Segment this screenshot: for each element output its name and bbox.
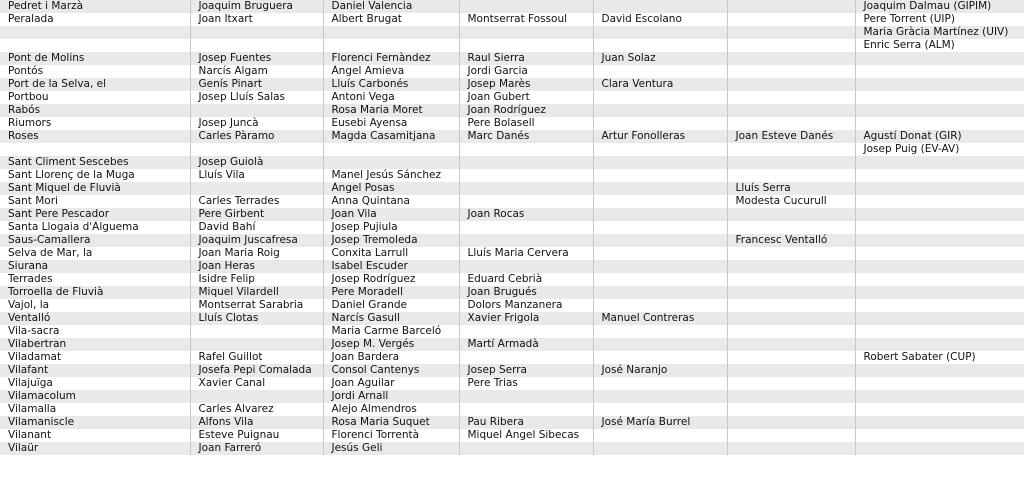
candidate-col-5: Modesta Cucurull [727,195,855,208]
candidate-col-6 [855,364,1024,377]
candidate-col-1: Montserrat Sarabria [190,299,323,312]
candidate-col-6 [855,299,1024,312]
candidate-col-2 [323,143,459,156]
candidate-col-4 [593,403,727,416]
candidate-col-2: Joan Bardera [323,351,459,364]
candidate-col-2: Narcís Gasull [323,312,459,325]
candidate-col-2: Daniel Grande [323,299,459,312]
municipality-cell: Pedret i Marzà [0,0,190,13]
candidate-col-2: Pere Moradell [323,286,459,299]
candidate-col-6 [855,234,1024,247]
municipality-cell: Portbou [0,91,190,104]
candidate-col-1: Xavier Canal [190,377,323,390]
candidate-col-4: Clara Ventura [593,78,727,91]
candidate-col-6 [855,104,1024,117]
candidate-col-5: Francesc Ventalló [727,234,855,247]
candidate-col-6 [855,390,1024,403]
candidate-col-2: Alejo Almendros [323,403,459,416]
candidate-col-1: Isidre Felip [190,273,323,286]
candidate-col-1: David Bahí [190,221,323,234]
candidate-col-5 [727,104,855,117]
table-row [0,260,1024,273]
municipality-cell: Vajol, la [0,299,190,312]
candidate-col-5 [727,39,855,52]
candidate-col-3: Joan Rodríguez [459,104,593,117]
candidate-col-3 [459,39,593,52]
candidate-col-3 [459,195,593,208]
candidate-col-1: Alfons Vila [190,416,323,429]
candidate-col-4: Juan Solaz [593,52,727,65]
candidate-col-5 [727,416,855,429]
table-row [0,390,1024,403]
candidate-col-3: Joan Gubert [459,91,593,104]
candidate-col-5 [727,351,855,364]
candidate-col-1: Genís Pinart [190,78,323,91]
candidate-col-1: Joaquim Bruguera [190,0,323,13]
table-row [0,169,1024,182]
candidate-col-2: Josep Rodríguez [323,273,459,286]
candidate-col-1 [190,182,323,195]
candidate-col-5 [727,312,855,325]
table-row [0,416,1024,429]
candidate-col-4 [593,221,727,234]
candidate-col-2: Àngel Amieva [323,65,459,78]
municipality-cell: Siurana [0,260,190,273]
candidate-col-1: Joan Heras [190,260,323,273]
municipality-cell: Port de la Selva, el [0,78,190,91]
candidate-col-4 [593,234,727,247]
candidate-col-4: Artur Fonolleras [593,130,727,143]
candidate-col-1 [190,338,323,351]
candidate-col-3 [459,169,593,182]
table-row [0,130,1024,143]
candidate-col-5 [727,403,855,416]
candidate-col-5 [727,0,855,13]
candidate-col-2: Magda Casamitjana [323,130,459,143]
municipality-cell: Vila-sacra [0,325,190,338]
candidate-col-2 [323,26,459,39]
candidate-col-2 [323,39,459,52]
candidate-col-2: Àngel Posas [323,182,459,195]
candidate-col-1 [190,26,323,39]
table-row [0,325,1024,338]
table-row [0,117,1024,130]
candidate-col-1: Lluís Clotas [190,312,323,325]
candidate-col-1: Josep Fuentes [190,52,323,65]
candidate-col-6 [855,117,1024,130]
candidate-col-3: Martí Armadà [459,338,593,351]
table-row [0,286,1024,299]
municipality-cell: Sant Miquel de Fluvià [0,182,190,195]
candidate-col-4 [593,429,727,442]
candidate-col-6 [855,273,1024,286]
candidate-col-2: Joan Aguilar [323,377,459,390]
candidate-col-3 [459,26,593,39]
candidate-col-4 [593,117,727,130]
candidate-col-1: Rafel Guillot [190,351,323,364]
municipality-cell: Vilamaniscle [0,416,190,429]
candidate-col-5 [727,143,855,156]
municipality-cell: Vilanant [0,429,190,442]
candidate-col-6 [855,208,1024,221]
municipality-cell: Vilabertran [0,338,190,351]
candidate-col-4 [593,247,727,260]
candidate-col-3: Joan Brugués [459,286,593,299]
candidate-col-4 [593,442,727,455]
candidate-col-4: Manuel Contreras [593,312,727,325]
table-row [0,273,1024,286]
candidate-col-2: Josep Pujiula [323,221,459,234]
candidate-col-2: Joan Vila [323,208,459,221]
candidate-col-6 [855,429,1024,442]
candidate-col-4 [593,208,727,221]
table-row [0,65,1024,78]
candidate-col-5: Joan Esteve Danés [727,130,855,143]
candidate-col-1: Joaquim Juscafresa [190,234,323,247]
candidate-col-2: Rosa Maria Moret [323,104,459,117]
candidate-col-4 [593,39,727,52]
candidate-col-6 [855,78,1024,91]
table-row [0,429,1024,442]
candidate-col-5 [727,442,855,455]
candidate-col-1: Carles Álvarez [190,403,323,416]
candidate-col-3 [459,182,593,195]
candidate-col-6 [855,65,1024,78]
candidate-col-4: José María Burrel [593,416,727,429]
candidate-col-3 [459,351,593,364]
candidate-col-3 [459,325,593,338]
candidate-col-1 [190,104,323,117]
candidate-col-5 [727,273,855,286]
municipality-cell: Pont de Molins [0,52,190,65]
candidate-col-6 [855,221,1024,234]
candidate-col-3: Montserrat Fossoul [459,13,593,26]
candidate-col-6 [855,195,1024,208]
candidate-col-1: Pere Girbent [190,208,323,221]
candidate-col-6 [855,156,1024,169]
candidate-col-3 [459,234,593,247]
candidate-col-4 [593,143,727,156]
table-row [0,234,1024,247]
candidate-col-3 [459,0,593,13]
municipality-cell: Peralada [0,13,190,26]
municipality-cell: Sant Pere Pescador [0,208,190,221]
table-row [0,403,1024,416]
candidate-col-1: Josep Lluís Salas [190,91,323,104]
candidate-col-6: Pere Torrent (UIP) [855,13,1024,26]
candidate-col-3: Pau Ribera [459,416,593,429]
candidate-col-5 [727,52,855,65]
candidate-col-3: Dolors Manzanera [459,299,593,312]
table-row [0,39,1024,52]
municipality-cell: Pontós [0,65,190,78]
candidate-col-5 [727,208,855,221]
table-row [0,364,1024,377]
candidate-col-5 [727,247,855,260]
municipality-cell: Ventalló [0,312,190,325]
candidate-col-5 [727,325,855,338]
municipality-cell: Torroella de Fluvià [0,286,190,299]
candidate-col-1 [190,390,323,403]
candidate-col-2: Rosa Maria Suquet [323,416,459,429]
candidate-col-1: Narcís Algam [190,65,323,78]
municipality-cell: Santa Llogaia d'Àlguema [0,221,190,234]
candidate-col-4 [593,195,727,208]
table-row [0,104,1024,117]
candidate-col-4 [593,260,727,273]
candidate-col-4: José Naranjo [593,364,727,377]
candidate-col-2: Daniel Valencia [323,0,459,13]
candidate-col-1 [190,325,323,338]
candidate-col-6: Robert Sabater (CUP) [855,351,1024,364]
candidate-col-2: Jesús Geli [323,442,459,455]
candidate-col-6 [855,416,1024,429]
candidate-col-5 [727,117,855,130]
candidate-col-5 [727,364,855,377]
candidate-col-5: Lluís Serra [727,182,855,195]
municipality-cell: Terrades [0,273,190,286]
municipality-cell [0,26,190,39]
candidate-col-3: Miquel Àngel Sibecas [459,429,593,442]
candidate-col-3 [459,221,593,234]
candidate-col-3 [459,442,593,455]
candidate-col-6 [855,182,1024,195]
candidate-col-5 [727,13,855,26]
candidate-col-4: David Escolano [593,13,727,26]
candidate-col-4 [593,104,727,117]
candidate-col-3: Marc Danés [459,130,593,143]
candidate-col-6 [855,325,1024,338]
candidate-col-1: Josep Guiolà [190,156,323,169]
candidate-col-6 [855,442,1024,455]
candidate-col-1: Josefa Pepi Comalada [190,364,323,377]
candidate-col-3: Pere Bolasell [459,117,593,130]
candidate-col-2: Conxita Larrull [323,247,459,260]
candidate-col-5 [727,65,855,78]
candidate-col-5 [727,78,855,91]
candidate-col-6 [855,312,1024,325]
candidate-col-4 [593,338,727,351]
table-row [0,442,1024,455]
candidate-col-1: Esteve Puignau [190,429,323,442]
table-row [0,338,1024,351]
candidate-col-5 [727,429,855,442]
candidate-col-2: Anna Quintana [323,195,459,208]
candidate-col-6: Joaquim Dalmau (GIPIM) [855,0,1024,13]
municipality-cell: Vilamalla [0,403,190,416]
table-row [0,377,1024,390]
municipality-cell [0,39,190,52]
table-row [0,78,1024,91]
candidate-col-4 [593,156,727,169]
table-row [0,299,1024,312]
candidate-col-4 [593,65,727,78]
table-row [0,52,1024,65]
municipality-cell: Vilafant [0,364,190,377]
candidate-col-2: Florenci Torrentà [323,429,459,442]
candidate-col-1 [190,143,323,156]
candidate-col-3: Eduard Cebrià [459,273,593,286]
municipality-cell: Selva de Mar, la [0,247,190,260]
candidate-col-1: Joan Itxart [190,13,323,26]
candidate-col-5 [727,169,855,182]
candidate-col-1: Lluís Vila [190,169,323,182]
candidate-col-2 [323,156,459,169]
table-row [0,247,1024,260]
candidate-col-1 [190,39,323,52]
candidate-col-5 [727,299,855,312]
table-row [0,208,1024,221]
table-row [0,91,1024,104]
candidate-col-4 [593,377,727,390]
municipality-cell: Sant Climent Sescebes [0,156,190,169]
table-row [0,26,1024,39]
municipality-cell: Roses [0,130,190,143]
candidate-col-4 [593,390,727,403]
table-row [0,182,1024,195]
candidate-col-4 [593,182,727,195]
candidate-col-2: Lluís Carbonés [323,78,459,91]
candidate-col-3: Xavier Frigola [459,312,593,325]
candidate-col-3: Josep Marès [459,78,593,91]
candidate-col-1: Joan Farreró [190,442,323,455]
candidate-col-2: Eusebi Ayensa [323,117,459,130]
municipality-cell [0,143,190,156]
candidate-col-4 [593,91,727,104]
municipality-cell: Viladamat [0,351,190,364]
candidate-col-4 [593,351,727,364]
candidate-col-6 [855,169,1024,182]
candidate-col-5 [727,377,855,390]
candidate-col-2: Jordi Arnall [323,390,459,403]
candidate-col-4 [593,325,727,338]
candidate-col-5 [727,156,855,169]
candidate-col-5 [727,286,855,299]
municipality-cell: Vilaür [0,442,190,455]
candidate-col-6 [855,403,1024,416]
table-row [0,143,1024,156]
candidate-col-1: Josep Juncà [190,117,323,130]
municipality-cell: Rabós [0,104,190,117]
candidate-col-5 [727,26,855,39]
candidate-col-3 [459,390,593,403]
candidate-col-2: Josep Tremoleda [323,234,459,247]
table-row [0,195,1024,208]
candidate-col-5 [727,221,855,234]
candidate-col-3 [459,156,593,169]
candidate-col-6 [855,338,1024,351]
candidate-col-3: Josep Serra [459,364,593,377]
table-row [0,221,1024,234]
candidate-col-4 [593,299,727,312]
candidate-col-4 [593,0,727,13]
municipality-cell: Riumors [0,117,190,130]
municipality-cell: Saus-Camallera [0,234,190,247]
candidate-col-6 [855,377,1024,390]
table-row [0,156,1024,169]
table-row [0,13,1024,26]
candidate-col-2: Albert Brugat [323,13,459,26]
candidate-col-4 [593,286,727,299]
candidate-col-4 [593,169,727,182]
candidate-col-3: Joan Rocas [459,208,593,221]
candidate-col-2: Manel Jesús Sánchez [323,169,459,182]
candidate-col-2: Josep M. Vergés [323,338,459,351]
municipality-cell: Sant Llorenç de la Muga [0,169,190,182]
candidate-col-6: Enric Serra (ALM) [855,39,1024,52]
candidate-col-2: Isabel Escuder [323,260,459,273]
candidate-col-5 [727,91,855,104]
municipality-cell: Vilamacolum [0,390,190,403]
candidate-col-1: Carles Terrades [190,195,323,208]
candidate-col-6 [855,247,1024,260]
candidate-col-2: Maria Carme Barceló [323,325,459,338]
candidate-col-5 [727,390,855,403]
candidate-col-1: Joan Maria Roig [190,247,323,260]
table-row [0,351,1024,364]
municipality-cell: Sant Mori [0,195,190,208]
candidate-col-2: Florenci Fernàndez [323,52,459,65]
candidate-col-6: Agustí Donat (GIR) [855,130,1024,143]
candidate-col-6 [855,260,1024,273]
candidate-col-3: Jordi Garcia [459,65,593,78]
candidate-col-5 [727,338,855,351]
candidate-col-6 [855,286,1024,299]
candidate-col-4 [593,26,727,39]
table-row [0,312,1024,325]
candidate-col-3 [459,143,593,156]
candidate-col-3: Lluís Maria Cervera [459,247,593,260]
candidate-col-3 [459,260,593,273]
candidate-col-1: Miquel Vilardell [190,286,323,299]
candidate-col-3 [459,403,593,416]
candidate-col-5 [727,260,855,273]
candidate-col-6 [855,91,1024,104]
candidate-col-3: Pere Trias [459,377,593,390]
candidate-col-3: Raul Sierra [459,52,593,65]
candidate-col-6: Maria Gràcia Martínez (UIV) [855,26,1024,39]
table-row [0,0,1024,13]
candidate-col-2: Antoni Vega [323,91,459,104]
candidate-col-2: Consol Cantenys [323,364,459,377]
candidate-col-6: Josep Puig (EV-AV) [855,143,1024,156]
municipality-cell: Vilajuïga [0,377,190,390]
candidate-col-6 [855,52,1024,65]
candidate-col-1: Carles Pàramo [190,130,323,143]
candidate-col-4 [593,273,727,286]
